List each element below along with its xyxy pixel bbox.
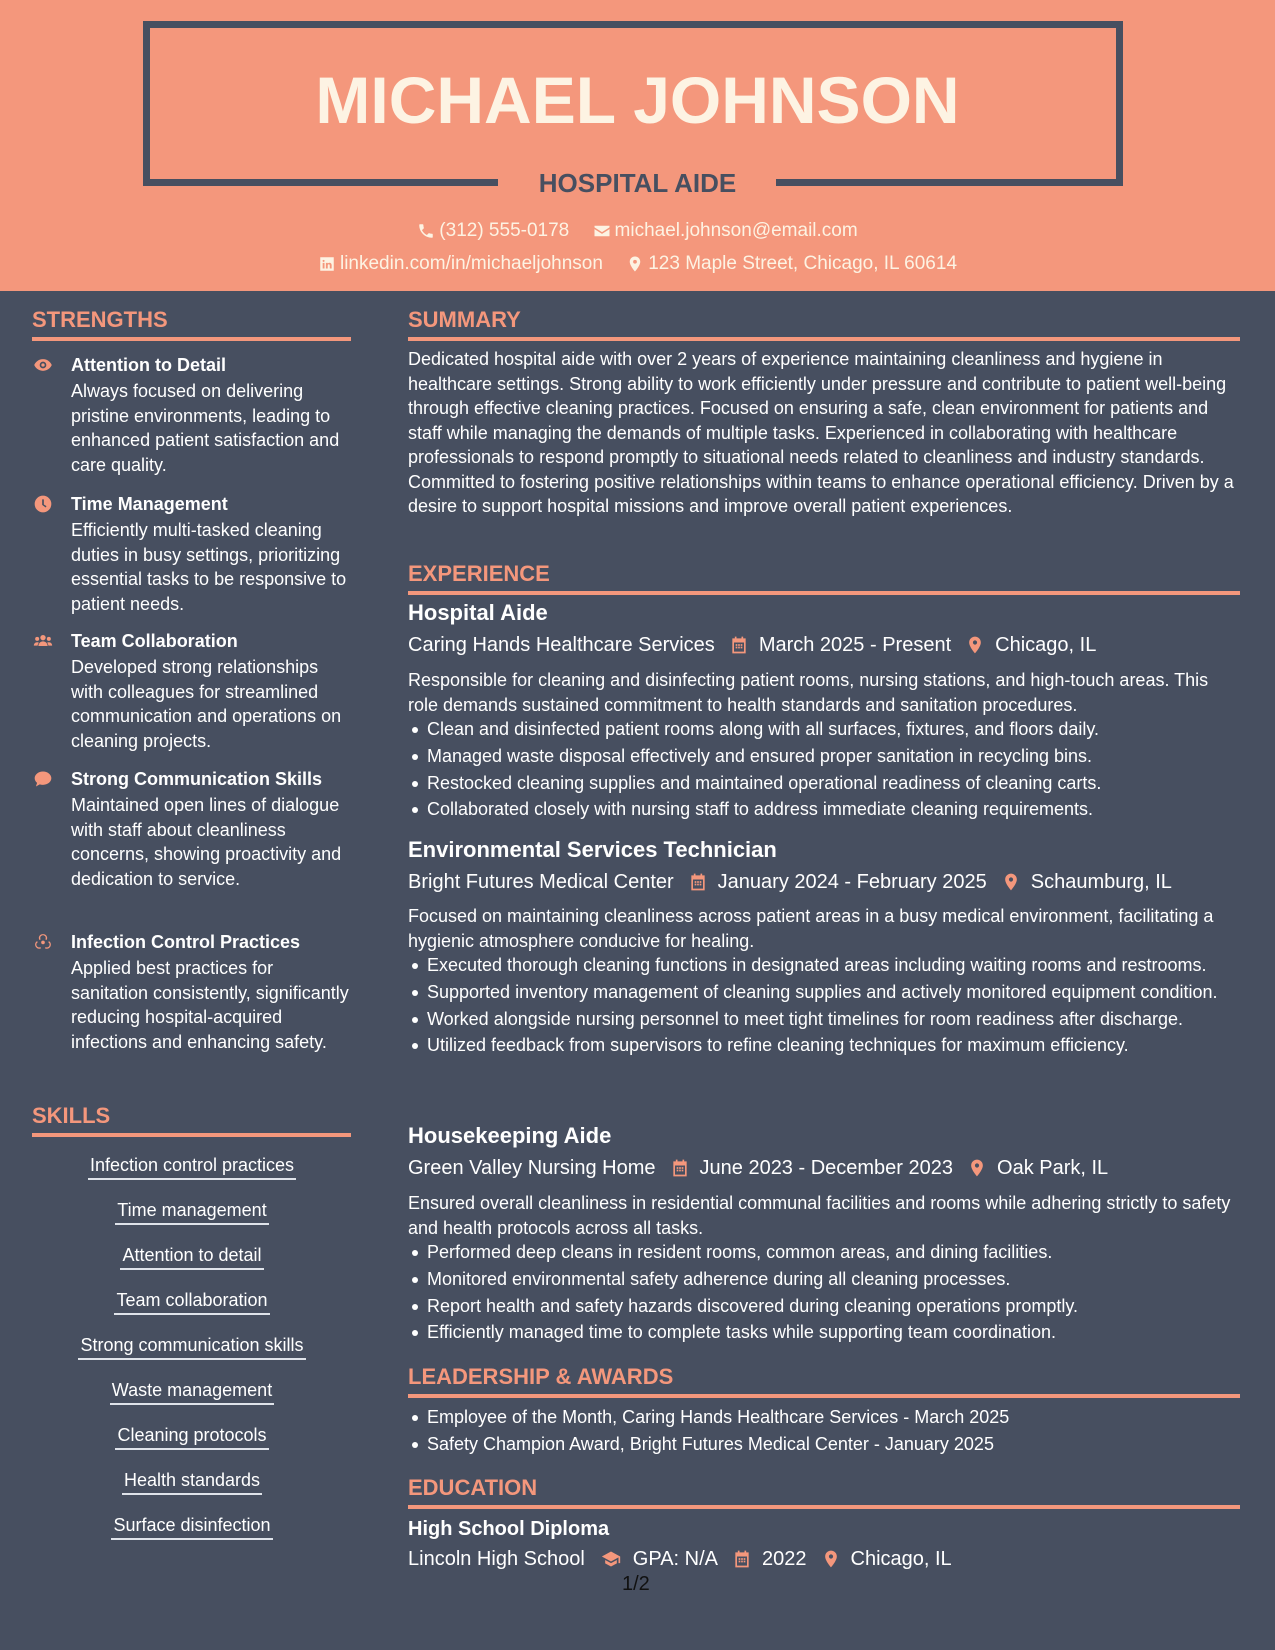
- education-degree: High School Diploma: [408, 1518, 610, 1540]
- graduation-cap-icon: [599, 1549, 623, 1569]
- map-pin-icon: [1001, 872, 1021, 892]
- job-meta: [408, 632, 1096, 658]
- map-pin-icon: [967, 1158, 987, 1178]
- strength-description: Developed strong relationships with colleagues for streamlined communication and operations on cleaning projects.: [71, 657, 342, 751]
- bullet-item: Collaborated closely with nursing staff to address immediate cleaning requirements.: [408, 797, 1240, 822]
- job-bullets: [408, 717, 1240, 824]
- award-item: Employee of the Month, Caring Hands Healthcare Services - March 2025: [408, 1405, 1240, 1430]
- strength-description: Applied best practices for sanitation consistently, significantly reducing hospital-acquired infections and enhancing safety.: [71, 958, 349, 1052]
- bullet-item: Clean and disinfected patient rooms along with all surfaces, fixtures, and floors daily.: [408, 717, 1240, 742]
- biohazard-icon: [32, 932, 56, 952]
- eye-icon: [32, 355, 56, 375]
- summary-rule: [408, 337, 1240, 341]
- education-year: 2022: [762, 1548, 807, 1570]
- calendar-icon: [729, 635, 749, 655]
- job-title: Housekeeping Aide: [408, 1123, 612, 1148]
- job-bullets: [408, 953, 1240, 1060]
- skill-label: Time management: [115, 1198, 268, 1225]
- bullet-item: Supported inventory management of cleaning supplies and actively monitored equipment condition.: [408, 980, 1240, 1005]
- leadership-rule: [408, 1394, 1240, 1398]
- bullet-item: Performed deep cleans in resident rooms, common areas, and dining facilities.: [408, 1240, 1240, 1265]
- strength-title: Time Management: [71, 494, 228, 514]
- strength-title: Infection Control Practices: [71, 932, 301, 952]
- bullet-item: Worked alongside nursing personnel to meet tight timelines for room readiness after discharge.: [408, 1007, 1240, 1032]
- job-title: Hospital Aide: [408, 600, 548, 625]
- job-description: Responsible for cleaning and disinfecting patient rooms, nursing stations, and high-touch areas. This role demands sustained commitment to health standards and sanitation procedures.: [408, 670, 1209, 715]
- leadership-heading: LEADERSHIP & AWARDS: [408, 1364, 674, 1389]
- skill-tag: [32, 1243, 352, 1270]
- job-title: Environmental Services Technician: [408, 837, 777, 862]
- job-bullets: [408, 1240, 1240, 1347]
- job-location: Chicago, IL: [995, 634, 1097, 656]
- linkedin-contact[interactable]: [318, 252, 603, 276]
- summary-heading: SUMMARY: [408, 307, 521, 332]
- strengths-heading: STRENGTHS: [32, 307, 168, 332]
- email-contact[interactable]: [593, 219, 858, 243]
- skill-label: Surface disinfection: [111, 1513, 272, 1540]
- skill-label: Cleaning protocols: [115, 1423, 268, 1450]
- job-location: Oak Park, IL: [997, 1157, 1109, 1179]
- job-company: Caring Hands Healthcare Services: [408, 634, 715, 656]
- job-meta: [408, 1155, 1108, 1181]
- strength-description: Efficiently multi-tasked cleaning duties in busy settings, prioritizing essential tasks to be responsive to patient needs.: [71, 520, 347, 614]
- bullet-item: Executed thorough cleaning functions in designated areas including waiting rooms and restrooms.: [408, 953, 1240, 978]
- bullet-item: Report health and safety hazards discovered during cleaning operations promptly.: [408, 1294, 1240, 1319]
- job-title: HOSPITAL AIDE: [538, 168, 737, 198]
- skill-label: Waste management: [110, 1378, 274, 1405]
- bullet-item: Monitored environmental safety adherence during all cleaning processes.: [408, 1267, 1240, 1292]
- leadership-bullets: [408, 1405, 1240, 1459]
- job-dates: March 2025 - Present: [758, 634, 952, 656]
- award-item: Safety Champion Award, Bright Futures Medical Center - January 2025: [408, 1432, 1240, 1457]
- bullet-item: Efficiently managed time to complete tasks while supporting team coordination.: [408, 1320, 1240, 1345]
- skill-label: Health standards: [122, 1468, 262, 1495]
- education-rule: [408, 1505, 1240, 1509]
- experience-heading: EXPERIENCE: [408, 561, 550, 586]
- strength-title: Team Collaboration: [71, 631, 238, 651]
- map-pin-icon: [821, 1549, 841, 1569]
- address-contact: [626, 252, 957, 276]
- linkedin-text: linkedin.com/in/michaeljohnson: [339, 253, 603, 274]
- skill-tag: [32, 1378, 352, 1405]
- calendar-icon: [688, 872, 708, 892]
- strength-description: Maintained open lines of dialogue with staff about cleanliness concerns, showing proactivity and dedication to service.: [71, 795, 342, 889]
- speech-bubble-icon: [32, 769, 56, 789]
- candidate-name: MICHAEL JOHNSON: [315, 63, 960, 137]
- skill-tag: [32, 1468, 352, 1495]
- contact-row-1: [0, 219, 1275, 247]
- skill-label: Infection control practices: [88, 1153, 296, 1180]
- email-text: michael.johnson@email.com: [614, 220, 858, 241]
- strength-title: Strong Communication Skills: [71, 769, 323, 789]
- skill-tag: [32, 1513, 352, 1540]
- skill-label: Attention to detail: [120, 1243, 263, 1270]
- job-company: Bright Futures Medical Center: [408, 871, 674, 893]
- education-heading: EDUCATION: [408, 1475, 538, 1500]
- skills-rule: [32, 1133, 351, 1137]
- calendar-icon: [732, 1549, 752, 1569]
- contact-row-2: [0, 252, 1275, 280]
- bullet-item: Restocked cleaning supplies and maintained operational readiness of cleaning carts.: [408, 771, 1240, 796]
- skill-tag: [32, 1288, 352, 1315]
- skill-tag: [32, 1423, 352, 1450]
- summary-text: Dedicated hospital aide with over 2 years of experience maintaining cleanliness and hygiene in healthcare settings. Strong ability to work efficiently under pressure and contribute to patient well-being through effective cleaning practices. Focused on ensuring a safe, clean environment for patients and staff while managing the demands of multiple tasks. Experienced in collaborating with healthcare professionals to respond promptly to situational needs related to cleanliness and industry standards. Committed to fostering positive relationships within teams to enhance operational efficiency. Driven by a desire to support hospital missions and improve overall patient experiences.: [408, 349, 1234, 516]
- calendar-icon: [670, 1158, 690, 1178]
- skill-label: Team collaboration: [114, 1288, 269, 1315]
- skill-tag: [32, 1333, 352, 1360]
- job-location: Schaumburg, IL: [1030, 871, 1172, 893]
- skill-tag: [32, 1198, 352, 1225]
- map-pin-icon: [626, 255, 644, 273]
- bullet-item: Utilized feedback from supervisors to refine cleaning techniques for maximum efficiency.: [408, 1033, 1240, 1058]
- envelope-icon: [593, 222, 611, 240]
- skill-label: Strong communication skills: [78, 1333, 305, 1360]
- bullet-item: Managed waste disposal effectively and ensured proper sanitation in recycling bins.: [408, 744, 1240, 769]
- page-number: 1/2: [622, 1573, 650, 1595]
- job-company: Green Valley Nursing Home: [408, 1157, 656, 1179]
- strengths-rule: [32, 337, 351, 341]
- map-pin-icon: [965, 635, 985, 655]
- users-icon: [32, 631, 56, 651]
- phone-icon: [417, 222, 435, 240]
- education-gpa: GPA: N/A: [632, 1548, 718, 1570]
- job-description: Ensured overall cleanliness in residential communal facilities and rooms while adhering strictly to safety and health protocols across all tasks.: [408, 1193, 1231, 1238]
- phone-text: (312) 555-0178: [439, 220, 570, 241]
- strength-description: Always focused on delivering pristine environments, leading to enhanced patient satisfaction and care quality.: [71, 381, 340, 475]
- education-school: Lincoln High School: [408, 1548, 585, 1570]
- clock-icon: [32, 494, 56, 514]
- education-meta: [408, 1546, 952, 1572]
- phone-contact: [417, 219, 569, 243]
- skills-heading: SKILLS: [32, 1103, 111, 1128]
- job-dates: June 2023 - December 2023: [699, 1157, 954, 1179]
- linkedin-icon: [318, 255, 336, 273]
- address-text: 123 Maple Street, Chicago, IL 60614: [648, 253, 958, 274]
- education-location: Chicago, IL: [850, 1548, 952, 1570]
- job-description: Focused on maintaining cleanliness across patient areas in a busy medical environment, facilitating a hygienic atmosphere conducive for healing.: [408, 906, 1214, 951]
- strength-title: Attention to Detail: [71, 355, 226, 375]
- job-meta: [408, 869, 1172, 895]
- experience-rule: [408, 591, 1240, 595]
- skill-tag: [32, 1153, 352, 1180]
- job-dates: January 2024 - February 2025: [717, 871, 987, 893]
